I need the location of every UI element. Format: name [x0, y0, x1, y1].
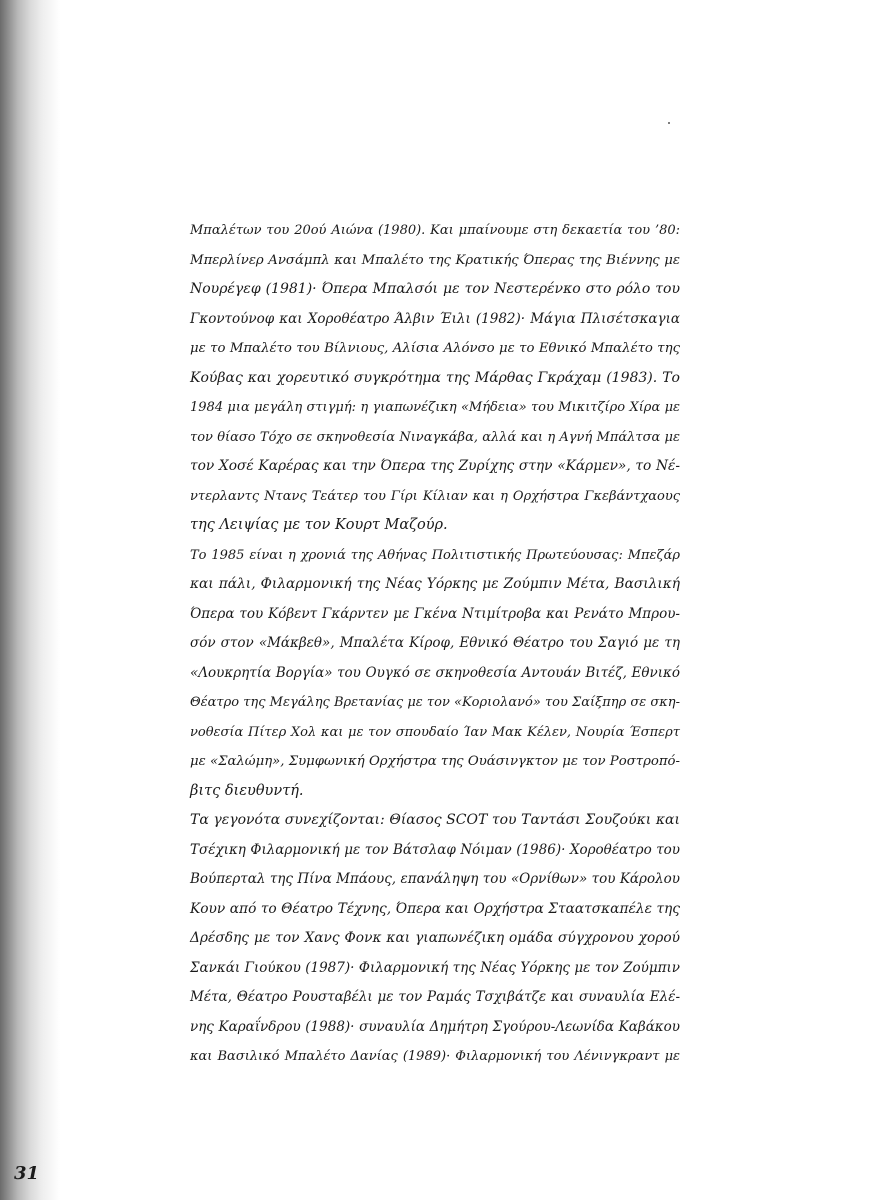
- text-line: και πάλι, Φιλαρμονική της Νέας Υόρκης με Ζούμπιν Μέτα, Βασιλική: [190, 576, 680, 592]
- text-line: Βούπερταλ της Πίνα Μπάους, επανάληψη του «Ορνίθων» του Κάρολου: [190, 871, 680, 887]
- text-line: σόν στον «Μάκβεθ», Μπαλέτα Κίροφ, Εθνικό Θέατρο του Σαγιό με τη: [190, 635, 680, 651]
- text-line: τον θίασο Τόχο σε σκηνοθεσία Νιναγκάβα, αλλά και η Αγνή Μπάλτσα με: [190, 429, 680, 445]
- text-line: Τσέχικη Φιλαρμονική με τον Βάτσλαφ Νόιμαν (1986)· Χοροθέατρο του: [190, 841, 680, 858]
- text-line: νοθεσία Πίτερ Χολ και με τον σπουδαίο Ίαν Μακ Κέλεν, Νουρία Έσπερτ: [190, 724, 680, 740]
- paragraph: [190, 541, 680, 807]
- paragraph: [190, 806, 680, 1072]
- body-text: [190, 216, 680, 1072]
- page-number: 31: [14, 1163, 40, 1184]
- text-line: Το 1985 είναι η χρονιά της Αθήνας Πολιτιστικής Πρωτεύουσας: Μπεζάρ: [190, 547, 680, 563]
- text-line: Μπερλίνερ Ανσάμπλ και Μπαλέτο της Κρατικής Όπερας της Βιέννης με: [190, 252, 680, 268]
- text-line: τον Χοσέ Καρέρας και την Όπερα της Ζυρίχης στην «Κάρμεν», το Νέ-: [190, 458, 680, 474]
- text-line: βιτς διευθυντή.: [190, 782, 304, 799]
- text-line: Μπαλέτων του 20ού Αιώνα (1980). Και μπαίνουμε στη δεκαετία του ’80:: [190, 223, 680, 238]
- text-line: Δρέσδης με τον Χανς Φονκ και γιαπωνέζικη ομάδα σύγχρονου χορού: [190, 930, 680, 946]
- text-line: Νουρέγεφ (1981)· Όπερα Μπαλσόι με τον Νεστερένκο στο ρόλο του: [190, 281, 680, 297]
- text-line: της Λειψίας με τον Κουρτ Μαζούρ.: [190, 517, 448, 533]
- text-line: Θέατρο της Μεγάλης Βρετανίας με τον «Κοριολανό» του Σαίξπηρ σε σκη-: [190, 695, 680, 710]
- text-line: νης Καραΐνδρου (1988)· συναυλία Δημήτρη Σγούρου-Λεωνίδα Καβάκου: [190, 1018, 680, 1035]
- page-binding-shadow: [0, 0, 60, 1200]
- text-line: με το Μπαλέτο του Βίλνιους, Αλίσια Αλόνσο με το Εθνικό Μπαλέτο της: [190, 341, 680, 356]
- text-line: Γκοντούνοφ και Χοροθέατρο Άλβιν Έιλι (1982)· Μάγια Πλισέτσκαγια: [190, 310, 680, 327]
- paper-speck: [668, 122, 670, 124]
- text-line: 1984 μια μεγάλη στιγμή: η γιαπωνέζικη «Μήδεια» του Μικιτζίρο Χίρα με: [190, 400, 680, 415]
- text-line: «Λουκρητία Βοργία» του Ουγκό σε σκηνοθεσία Αντουάν Βιτέζ, Εθνικό: [190, 664, 680, 681]
- text-line: Σανκάι Γιούκου (1987)· Φιλαρμονική της Νέας Υόρκης με τον Ζούμπιν: [190, 959, 680, 976]
- text-line: ντερλαντς Ντανς Τεάτερ του Γίρι Κίλιαν και η Ορχήστρα Γκεβάντχαους: [190, 488, 680, 504]
- paragraph: [190, 216, 680, 541]
- text-line: Κούβας και χορευτικό συγκρότημα της Μάρθας Γκράχαμ (1983). Το: [190, 369, 680, 386]
- text-line: και Βασιλικό Μπαλέτο Δανίας (1989)· Φιλαρμονική του Λένινγκραντ με: [190, 1049, 680, 1064]
- text-line: Τα γεγονότα συνεχίζονται: Θίασος SCOT του Ταντάσι Σουζούκι και: [190, 812, 680, 828]
- text-line: Κουν από το Θέατρο Τέχνης, Όπερα και Ορχήστρα Σταατσκαπέλε της: [190, 900, 680, 917]
- text-line: Μέτα, Θέατρο Ρουσταβέλι με τον Ραμάς Τσχιβάτζε και συναυλία Ελέ-: [190, 989, 680, 1005]
- text-line: με «Σαλώμη», Συμφωνική Ορχήστρα της Ουάσινγκτον με τον Ροστροπό-: [190, 754, 680, 769]
- text-line: Όπερα του Κόβεντ Γκάρντεν με Γκένα Ντιμίτροβα και Ρενάτο Μπρου-: [190, 605, 680, 622]
